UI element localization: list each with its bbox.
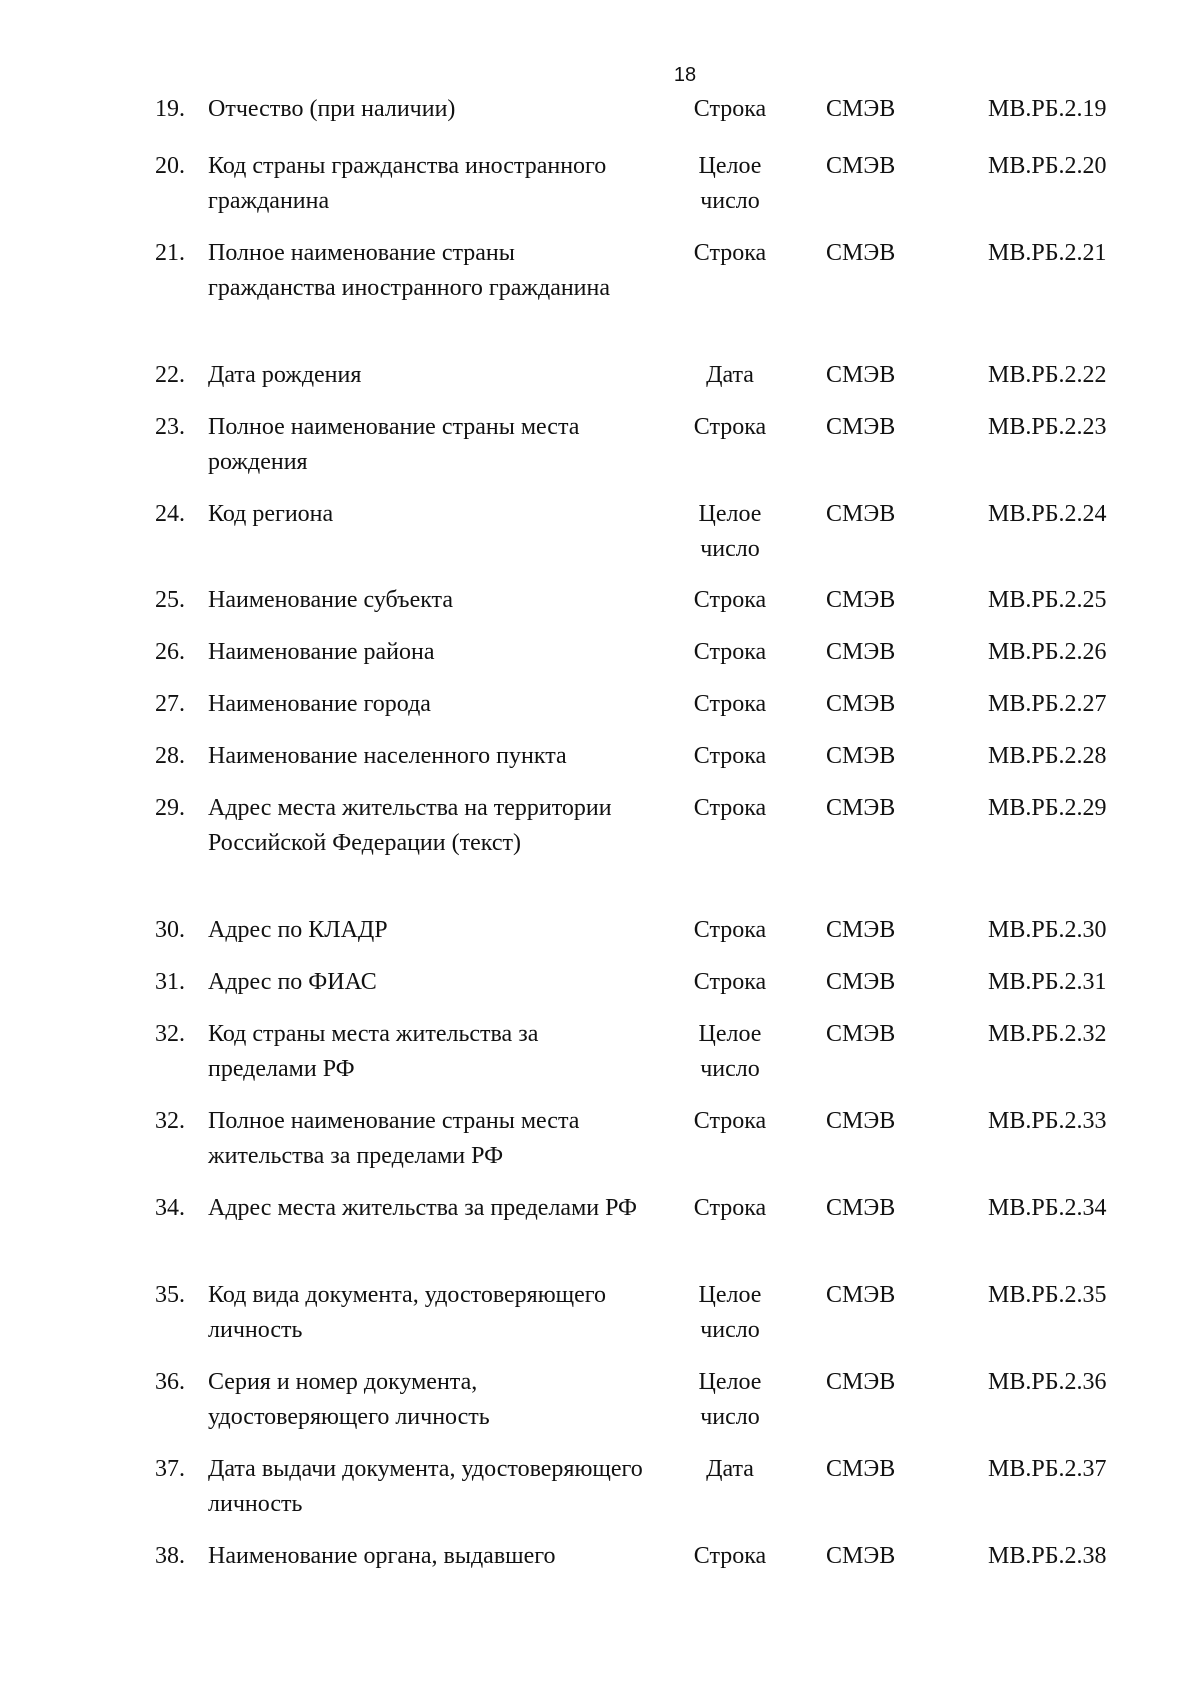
field-source: СМЭВ [826, 1195, 896, 1221]
field-code: МВ.РБ.2.30 [988, 917, 1107, 943]
field-type: Целое число [698, 1282, 762, 1343]
field-name: Наименование района [208, 639, 435, 665]
field-source: СМЭВ [826, 639, 896, 665]
field-type: Целое число [698, 153, 762, 214]
field-source: СМЭВ [826, 362, 896, 388]
field-type: Строка [693, 96, 767, 122]
row-number: 21. [155, 240, 185, 266]
field-code: МВ.РБ.2.35 [988, 1282, 1107, 1308]
field-name: Наименование субъекта [208, 587, 453, 613]
field-code: МВ.РБ.2.37 [988, 1456, 1107, 1482]
field-code: МВ.РБ.2.22 [988, 362, 1107, 388]
field-type: Строка [693, 587, 767, 613]
field-source: СМЭВ [826, 1456, 896, 1482]
field-type: Целое число [698, 501, 762, 562]
row-number: 34. [155, 1195, 185, 1221]
row-number: 30. [155, 917, 185, 943]
row-number: 28. [155, 743, 185, 769]
field-name: Адрес места жительства на территории Российской Федерации (текст) [208, 795, 612, 856]
field-name: Серия и номер документа, удостоверяющего личность [208, 1369, 490, 1430]
row-number: 24. [155, 501, 185, 527]
field-type: Строка [693, 240, 767, 266]
field-name: Код страны места жительства за пределами РФ [208, 1021, 539, 1082]
field-type: Строка [693, 969, 767, 995]
field-type: Дата [706, 1456, 754, 1482]
field-code: МВ.РБ.2.29 [988, 795, 1107, 821]
field-code: МВ.РБ.2.26 [988, 639, 1107, 665]
field-type: Строка [693, 1543, 767, 1569]
field-type: Дата [706, 362, 754, 388]
field-name: Код вида документа, удостоверяющего личность [208, 1282, 607, 1343]
field-code: МВ.РБ.2.32 [988, 1021, 1107, 1047]
field-name: Дата выдачи документа, удостоверяющего личность [208, 1456, 643, 1517]
field-type: Целое число [698, 1369, 762, 1430]
field-code: МВ.РБ.2.33 [988, 1108, 1107, 1134]
field-name: Полное наименование страны гражданства иностранного гражданина [208, 240, 611, 301]
field-type: Целое число [698, 1021, 762, 1082]
field-name: Дата рождения [208, 362, 362, 388]
field-code: МВ.РБ.2.38 [988, 1543, 1107, 1569]
field-type: Строка [693, 414, 767, 440]
field-name: Наименование населенного пункта [208, 743, 567, 769]
row-number: 23. [155, 414, 185, 440]
field-source: СМЭВ [826, 587, 896, 613]
field-type: Строка [693, 917, 767, 943]
field-code: МВ.РБ.2.23 [988, 414, 1107, 440]
field-code: МВ.РБ.2.36 [988, 1369, 1107, 1395]
row-number: 26. [155, 639, 185, 665]
field-type: Строка [693, 795, 767, 821]
field-name: Полное наименование страны места рождения [208, 414, 580, 475]
row-number: 25. [155, 587, 185, 613]
field-source: СМЭВ [826, 153, 896, 179]
field-type: Строка [693, 691, 767, 717]
field-source: СМЭВ [826, 414, 896, 440]
field-type: Строка [693, 1108, 767, 1134]
field-type: Строка [693, 743, 767, 769]
field-source: СМЭВ [826, 795, 896, 821]
field-name: Наименование города [208, 691, 431, 717]
field-name: Адрес по КЛАДР [208, 917, 388, 943]
row-number: 38. [155, 1543, 185, 1569]
field-source: СМЭВ [826, 501, 896, 527]
field-code: МВ.РБ.2.34 [988, 1195, 1107, 1221]
row-number: 19. [155, 96, 185, 122]
field-source: СМЭВ [826, 969, 896, 995]
field-type: Строка [693, 1195, 767, 1221]
field-source: СМЭВ [826, 240, 896, 266]
field-code: МВ.РБ.2.21 [988, 240, 1107, 266]
field-code: МВ.РБ.2.27 [988, 691, 1107, 717]
row-number: 35. [155, 1282, 185, 1308]
field-type: Строка [693, 639, 767, 665]
field-name: Полное наименование страны места жительства за пределами РФ [208, 1108, 580, 1169]
row-number: 32. [155, 1108, 185, 1134]
field-name: Адрес по ФИАС [208, 969, 377, 995]
field-source: СМЭВ [826, 1543, 896, 1569]
field-code: МВ.РБ.2.28 [988, 743, 1107, 769]
field-name: Отчество (при наличии) [208, 96, 456, 122]
row-number: 22. [155, 362, 185, 388]
field-source: СМЭВ [826, 1282, 896, 1308]
field-source: СМЭВ [826, 1021, 896, 1047]
field-name: Код региона [208, 501, 334, 527]
field-name: Наименование органа, выдавшего [208, 1543, 556, 1569]
field-name: Адрес места жительства за пределами РФ [208, 1195, 637, 1221]
field-code: МВ.РБ.2.31 [988, 969, 1107, 995]
row-number: 27. [155, 691, 185, 717]
field-source: СМЭВ [826, 1369, 896, 1395]
row-number: 29. [155, 795, 185, 821]
field-name: Код страны гражданства иностранного гражданина [208, 153, 607, 214]
field-code: МВ.РБ.2.20 [988, 153, 1107, 179]
page-number: 18 [673, 64, 697, 86]
row-number: 32. [155, 1021, 185, 1047]
row-number: 37. [155, 1456, 185, 1482]
field-source: СМЭВ [826, 1108, 896, 1134]
field-source: СМЭВ [826, 917, 896, 943]
field-code: МВ.РБ.2.25 [988, 587, 1107, 613]
field-code: МВ.РБ.2.19 [988, 96, 1107, 122]
field-code: МВ.РБ.2.24 [988, 501, 1107, 527]
field-source: СМЭВ [826, 691, 896, 717]
field-source: СМЭВ [826, 743, 896, 769]
field-source: СМЭВ [826, 96, 896, 122]
row-number: 20. [155, 153, 185, 179]
row-number: 31. [155, 969, 185, 995]
row-number: 36. [155, 1369, 185, 1395]
